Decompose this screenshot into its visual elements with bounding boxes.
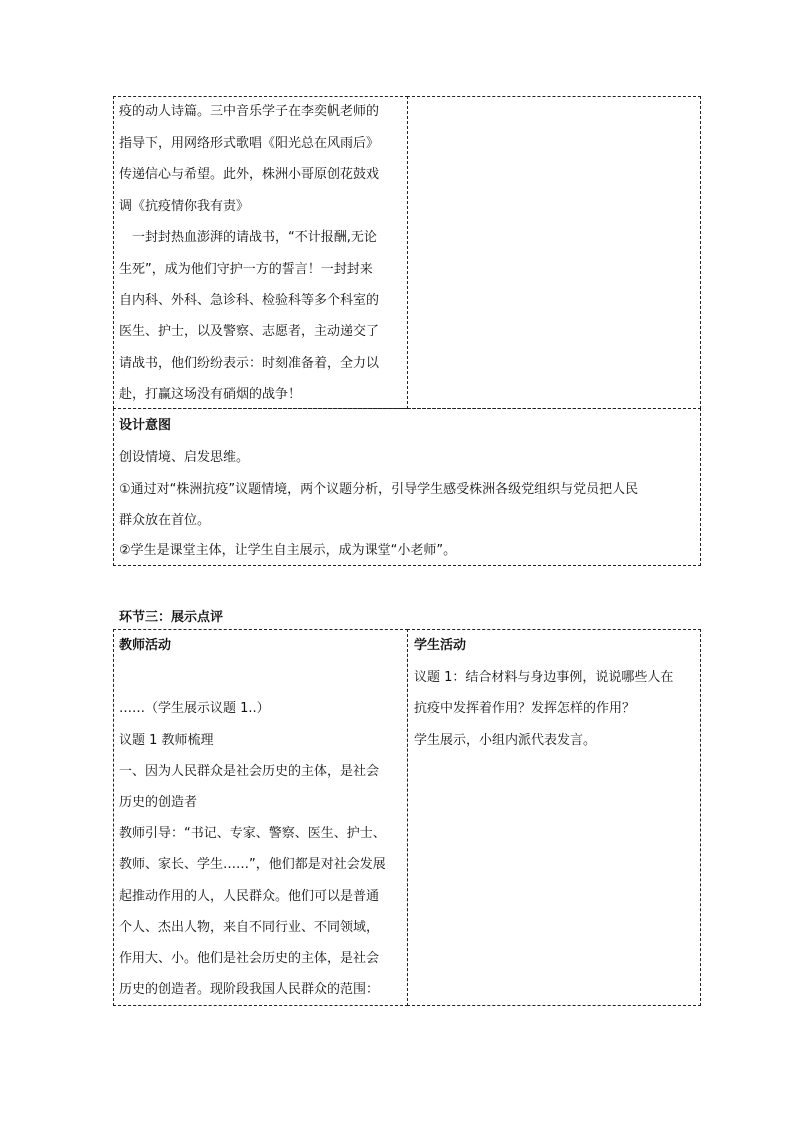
student-activity-line: 抗疫中发挥着作用？发挥怎样的作用？: [414, 701, 636, 716]
teacher-activity-line: 作用大、小。他们是社会历史的主体，是社会: [119, 951, 380, 966]
design-intent-line: ②学生是课堂主体，让学生自主展示，成为课堂“小老师”。: [119, 543, 457, 558]
teacher-activity-cell: [113, 629, 408, 1006]
teacher-activity-line: 教师引导：“书记、专家、警察、医生、护士、: [119, 826, 386, 841]
teacher-activity-line: ……（学生展示议题 1..）: [119, 701, 270, 716]
top-text-line: 医生、护士，以及警察、志愿者，主动递交了: [119, 324, 380, 339]
student-activity-line: 学生展示，小组内派代表发言。: [414, 733, 597, 748]
top-text-line: 疫的动人诗篇。三中音乐学子在李奕帆老师的: [119, 104, 380, 119]
teacher-activity-line: 个人、杰出人物，来自不同行业、不同领域，: [119, 920, 380, 935]
design-intent-line: 群众放在首位。: [119, 513, 211, 528]
top-text-line: 调《抗疫情你我有责》: [119, 199, 250, 214]
top-text-line: 赴，打赢这场没有硝烟的战争！: [119, 387, 302, 402]
teacher-activity-heading: 教师活动: [119, 638, 172, 653]
top-table-right-cell: [407, 96, 701, 409]
top-text-line: 生死”，成为他们守护一方的誓言！一封封来: [119, 262, 373, 277]
teacher-activity-line: 一、因为人民群众是社会历史的主体，是社会: [119, 764, 380, 779]
design-intent-line: ①通过对“株洲抗疫”议题情境，两个议题分析，引导学生感受株洲各级党组织与党员把人民: [119, 482, 639, 497]
student-activity-heading: 学生活动: [414, 638, 467, 653]
teacher-activity-line: 起推动作用的人，人民群众。他们可以是普通: [119, 889, 380, 904]
teacher-activity-line: 历史的创造者: [119, 795, 198, 810]
section-title: 环节三：展示点评: [119, 610, 224, 625]
design-intent-heading: 设计意图: [119, 418, 172, 433]
top-text-line: 一封封热血澎湃的请战书，“不计报酬,无论: [119, 230, 377, 245]
top-text-line: 自内科、外科、急诊科、检验科等多个科室的: [119, 293, 380, 308]
teacher-activity-line: 历史的创造者。现阶段我国人民群众的范围：: [119, 982, 380, 997]
teacher-activity-line: 议题 1 教师梳理: [119, 733, 214, 748]
teacher-activity-line: 教师、家长、学生……”，他们都是对社会发展: [119, 857, 386, 872]
design-intent-line: 创设情境、启发思维。: [119, 450, 250, 465]
student-activity-line: 议题 1：结合材料与身边事例，说说哪些人在: [414, 670, 674, 685]
top-text-line: 传递信心与希望。此外，株洲小哥原创花鼓戏: [119, 167, 380, 182]
top-text-line: 指导下，用网络形式歌唱《阳光总在风雨后》: [119, 136, 380, 151]
top-text-line: 请战书，他们纷纷表示：时刻准备着，全力以: [119, 356, 380, 371]
